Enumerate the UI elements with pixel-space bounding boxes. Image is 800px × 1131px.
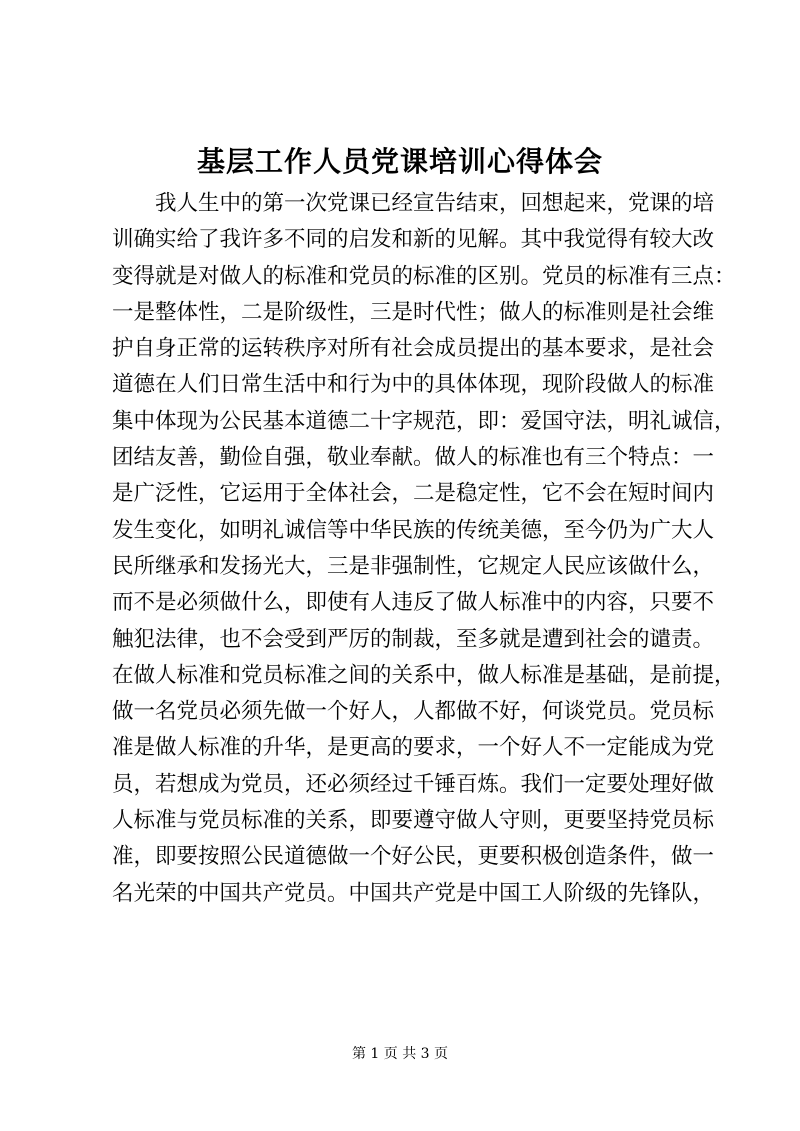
page-footer: 第 1 页 共 3 页 — [351, 1046, 449, 1062]
body-line: 是广泛性，它运用于全体社会，二是稳定性，它不会在短时间内 — [112, 481, 715, 507]
body-line: 准是做人标准的升华，是更高的要求，一个好人不一定能成为党 — [112, 735, 715, 761]
body-line: 员，若想成为党员，还必须经过千锤百炼。我们一定要处理好做 — [112, 771, 715, 797]
document-body — [112, 186, 736, 912]
body-line: 团结友善，勤俭自强，敬业奉献。做人的标准也有三个特点：一 — [112, 445, 715, 471]
body-line: 变得就是对做人的标准和党员的标准的区别。党员的标准有三点： — [112, 263, 736, 289]
document-title: 基层工作人员党课培训心得体会 — [196, 145, 603, 178]
body-line: 发生变化，如明礼诚信等中华民族的传统美德，至今仍为广大人 — [112, 517, 715, 543]
body-line: 道德在人们日常生活中和行为中的具体体现，现阶段做人的标准 — [112, 372, 715, 398]
body-line: 民所继承和发扬光大，三是非强制性，它规定人民应该做什么， — [112, 553, 715, 579]
body-line: 人标准与党员标准的关系，即要遵守做人守则，更要坚持党员标 — [112, 808, 715, 834]
body-line: 准，即要按照公民道德做一个好公民，更要积极创造条件，做一 — [112, 844, 715, 870]
body-line: 触犯法律，也不会受到严厉的制裁，至多就是遭到社会的谴责。 — [112, 626, 715, 652]
body-line: 在做人标准和党员标准之间的关系中，做人标准是基础，是前提， — [112, 662, 736, 688]
body-line: 训确实给了我许多不同的启发和新的见解。其中我觉得有较大改 — [112, 227, 715, 253]
body-line: 而不是必须做什么，即使有人违反了做人标准中的内容，只要不 — [112, 590, 715, 616]
body-line: 做一名党员必须先做一个好人，人都做不好，何谈党员。党员标 — [112, 699, 715, 725]
body-line: 护自身正常的运转秩序对所有社会成员提出的基本要求，是社会 — [112, 336, 715, 362]
body-line: 集中体现为公民基本道德二十字规范，即：爱国守法，明礼诚信， — [112, 408, 736, 434]
body-line: 名光荣的中国共产党员。中国共产党是中国工人阶级的先锋队， — [112, 880, 715, 906]
body-line: 我人生中的第一次党课已经宣告结束，回想起来，党课的培 — [155, 191, 715, 216]
body-line: 一是整体性，二是阶级性，三是时代性；做人的标准则是社会维 — [112, 299, 715, 325]
